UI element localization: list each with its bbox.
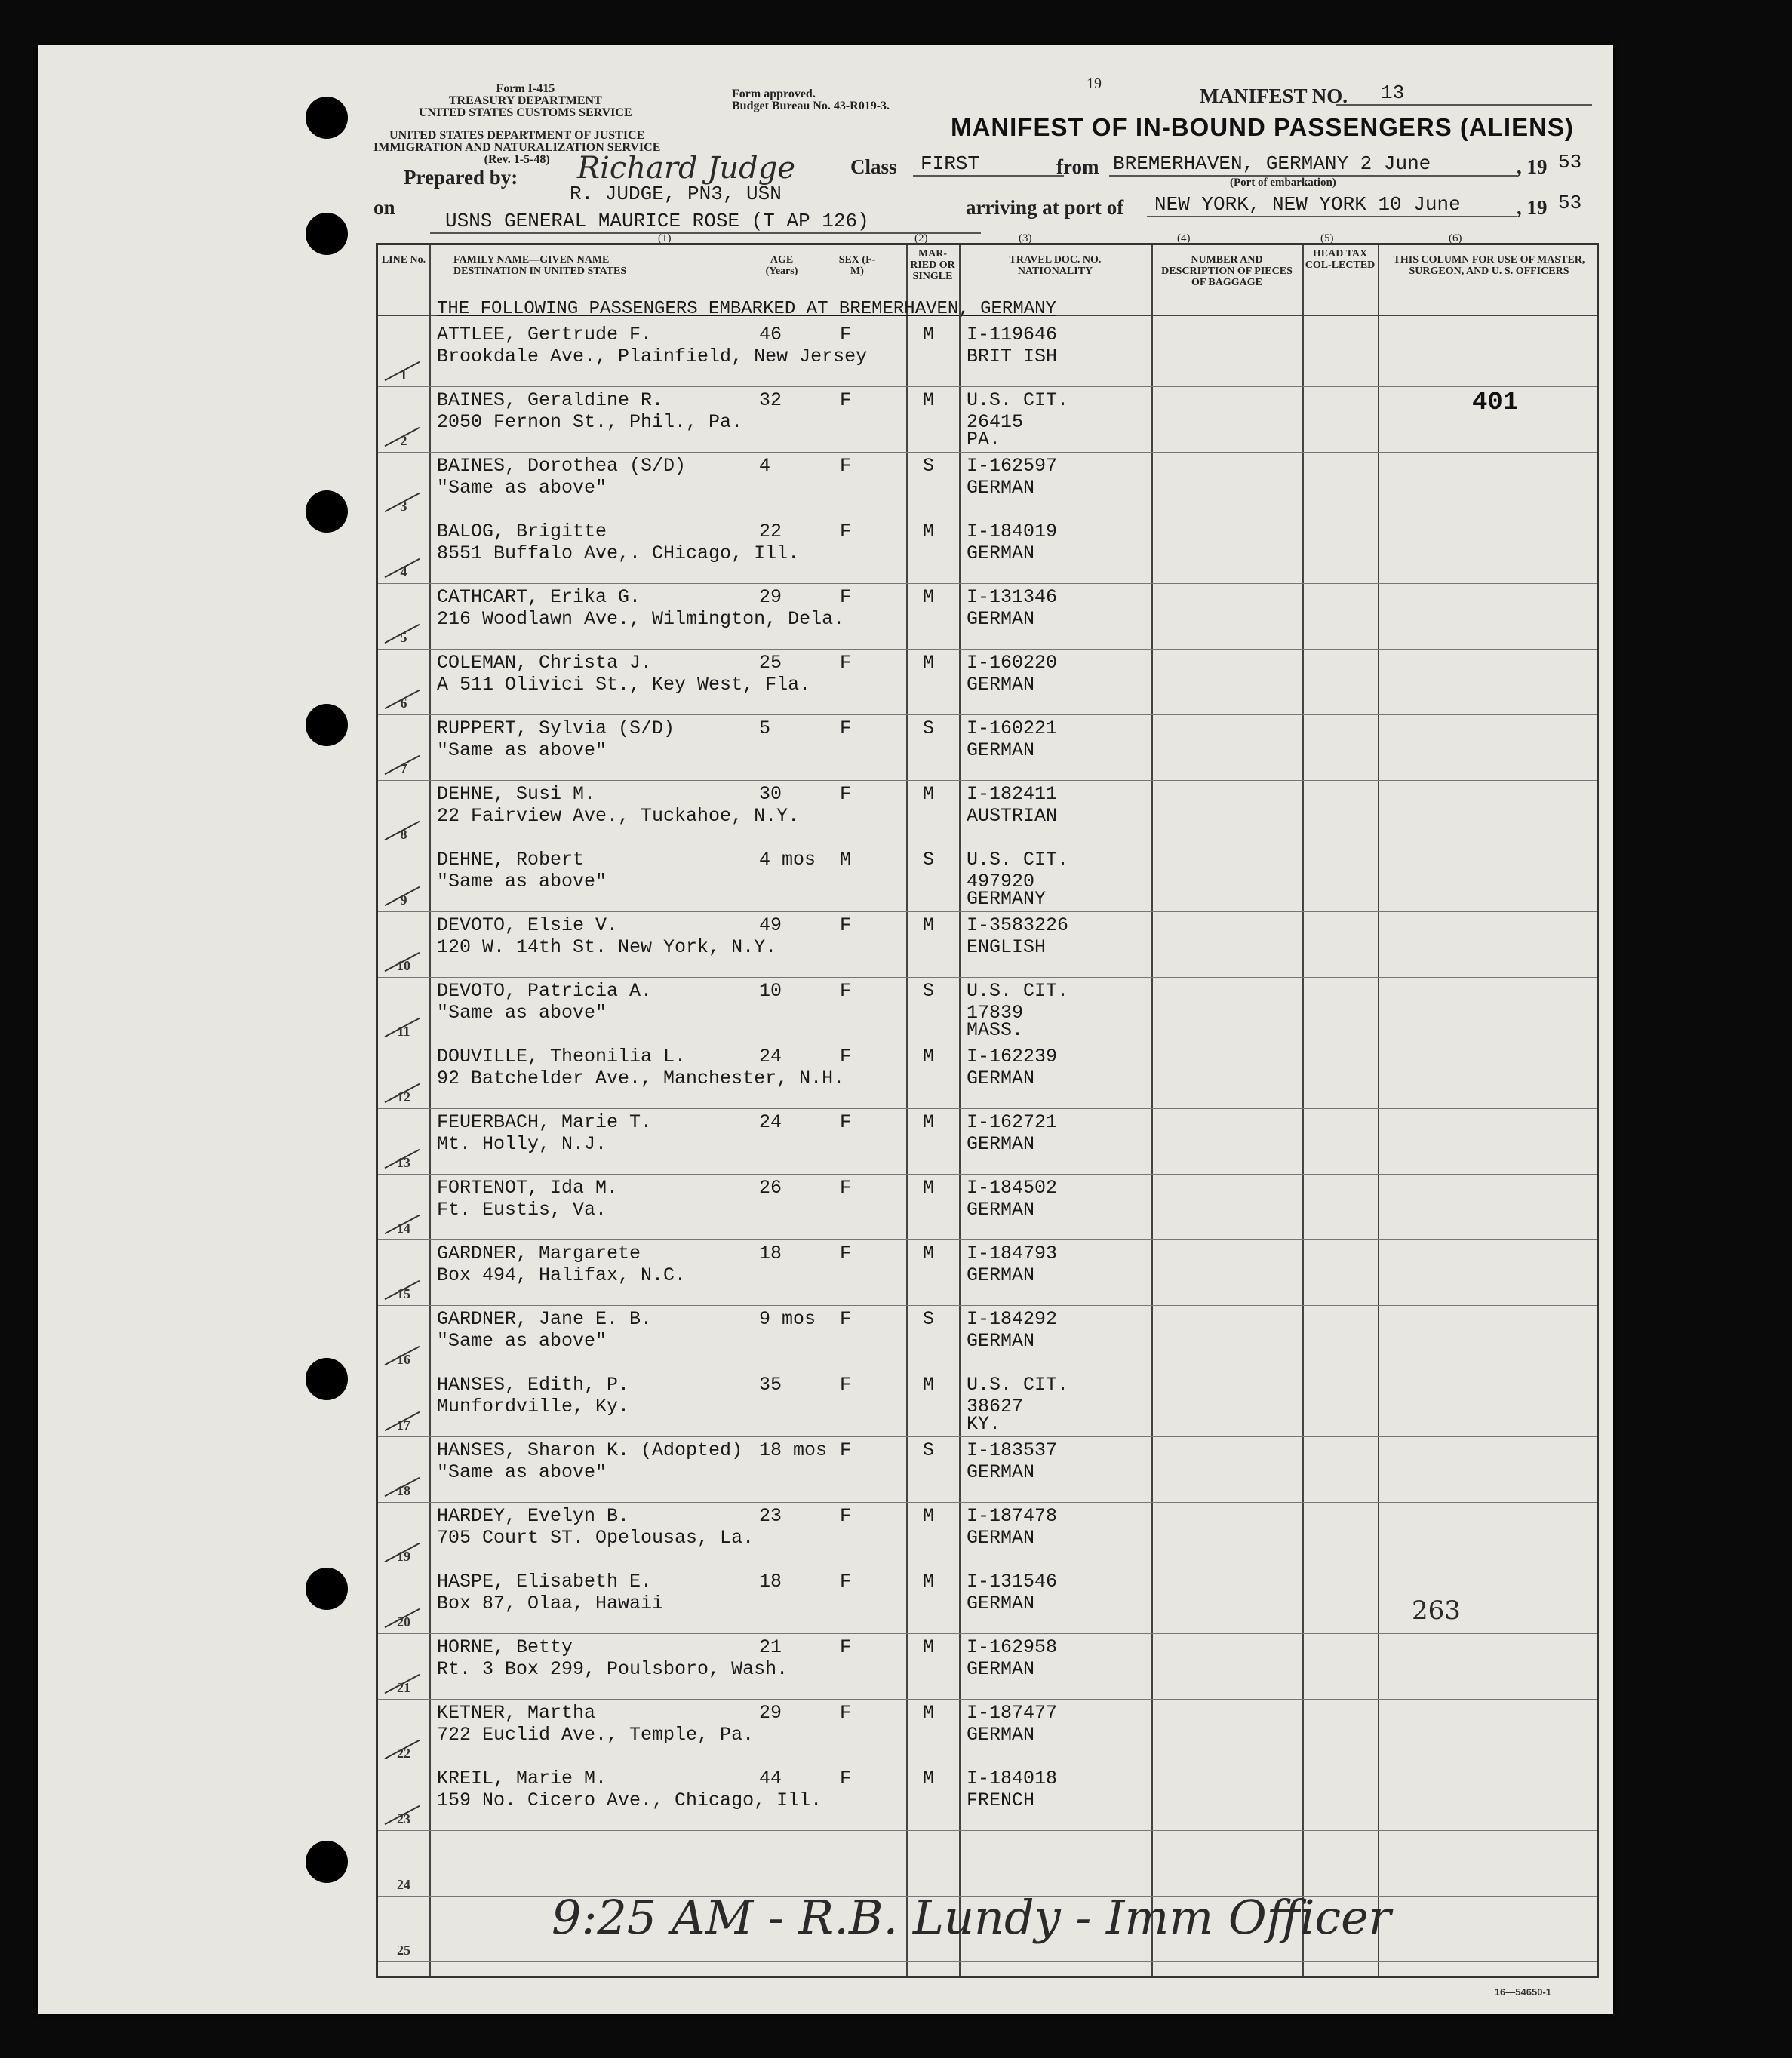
passenger-age: 18 mos	[759, 1439, 828, 1461]
marital-status: S	[923, 717, 935, 739]
passenger-name: GARDNER, Jane E. B.	[437, 1308, 653, 1330]
travel-doc-line: GERMAN	[967, 1067, 1035, 1089]
passenger-address: Rt. 3 Box 299, Poulsboro, Wash.	[437, 1658, 788, 1680]
travel-doc-line: GERMAN	[967, 1658, 1035, 1680]
line-number: 6	[400, 696, 407, 711]
manifest-page	[38, 45, 1613, 2014]
line-number: 22	[397, 1746, 410, 1761]
passenger-address: "Same as above"	[437, 739, 607, 761]
table-row	[378, 977, 1597, 1043]
passenger-name: DEVOTO, Patricia A.	[437, 980, 653, 1002]
table-row	[378, 1699, 1597, 1765]
passenger-address: 120 W. 14th St. New York, N.Y.	[437, 936, 777, 958]
passenger-name: COLEMAN, Christa J.	[437, 652, 653, 674]
passenger-name: HARDEY, Evelyn B.	[437, 1505, 630, 1527]
line-number: 9	[400, 892, 407, 908]
travel-doc-line: U.S. CIT.	[967, 849, 1069, 871]
table-row	[378, 1633, 1597, 1700]
year-2: 53	[1558, 192, 1582, 214]
travel-doc-line: I-162597	[967, 455, 1058, 477]
travel-doc-line: I-162958	[967, 1636, 1058, 1658]
marital-status: M	[923, 1177, 935, 1199]
travel-doc	[967, 849, 1068, 910]
passenger-name: GARDNER, Margarete	[437, 1242, 641, 1264]
doj-line: UNITED STATES DEPARTMENT OF JUSTICE	[389, 129, 645, 142]
marital-status: M	[923, 1242, 935, 1264]
passenger-address: 722 Euclid Ave., Temple, Pa.	[437, 1724, 755, 1746]
punch-hole	[306, 1568, 348, 1610]
prepared-by-label: Prepared by:	[404, 166, 518, 189]
passenger-sex: F	[840, 521, 852, 542]
passenger-address: Munfordville, Ky.	[437, 1396, 630, 1418]
passenger-name: HANSES, Edith, P.	[437, 1374, 630, 1396]
arriving-label: arriving at port of	[966, 196, 1124, 219]
passenger-age: 18	[759, 1571, 782, 1593]
punch-hole	[306, 1358, 348, 1400]
budget-bureau-line: Budget Bureau No. 43-R019-3.	[732, 100, 890, 112]
passenger-table	[376, 243, 1599, 1978]
travel-doc-line: I-162721	[967, 1111, 1058, 1133]
travel-doc-line: ENGLISH	[967, 936, 1047, 958]
travel-doc-line: I-119646	[967, 324, 1058, 346]
passenger-age: 29	[759, 586, 782, 608]
line-number: 14	[397, 1221, 410, 1236]
passenger-name: ATTLEE, Gertrude F.	[437, 324, 653, 346]
col-head-tax: HEAD TAX COL-LECTED	[1305, 248, 1376, 271]
vessel-name: USNS GENERAL MAURICE ROSE (T AP 126)	[445, 210, 869, 232]
passenger-address: Ft. Eustis, Va.	[437, 1199, 607, 1221]
table-row	[378, 780, 1597, 846]
table-row	[378, 1436, 1597, 1503]
passenger-address: "Same as above"	[437, 871, 607, 892]
travel-doc-line: GERMAN	[967, 542, 1035, 564]
travel-doc-line: GERMAN	[967, 1133, 1035, 1155]
line-number: 2	[400, 433, 407, 448]
travel-doc	[967, 1505, 1057, 1549]
marital-status: S	[923, 1308, 935, 1330]
travel-doc-line: I-182411	[967, 783, 1058, 805]
col-number: (4)	[1177, 232, 1191, 244]
passenger-name: FEUERBACH, Marie T.	[437, 1111, 653, 1133]
line-number: 3	[400, 499, 407, 514]
marital-status: M	[923, 1768, 935, 1789]
table-row	[378, 1239, 1597, 1306]
travel-doc-line: GERMAN	[967, 1461, 1035, 1483]
line-number: 11	[397, 1024, 410, 1039]
col-married: MAR-RIED OR SINGLE	[910, 248, 955, 282]
passenger-age: 49	[759, 914, 782, 936]
travel-doc-line: GERMAN	[967, 1527, 1035, 1549]
marital-status: M	[923, 389, 935, 411]
passenger-sex: F	[840, 980, 852, 1002]
travel-doc-line: I-187478	[967, 1505, 1058, 1527]
passenger-address: Box 87, Olaa, Hawaii	[437, 1593, 664, 1614]
ins-line: IMMIGRATION AND NATURALIZATION SERVICE	[373, 141, 661, 154]
travel-doc-line: I-3583226	[967, 914, 1069, 936]
col-travel-doc: TRAVEL DOC. NO. NATIONALITY	[1009, 254, 1102, 277]
travel-doc-line: GERMAN	[967, 608, 1035, 630]
table-row	[378, 1502, 1597, 1568]
travel-doc-line: BRIT ISH	[967, 346, 1058, 367]
arriving-value: NEW YORK, NEW YORK 10 June	[1154, 193, 1461, 216]
col-line-no: LINE No.	[381, 254, 426, 266]
table-row	[378, 1371, 1597, 1437]
travel-doc-line: GERMANY	[967, 888, 1047, 910]
marital-status: M	[923, 783, 935, 805]
officer-number: 401	[1472, 389, 1519, 417]
line-number: 13	[397, 1155, 410, 1170]
travel-doc	[967, 1308, 1057, 1352]
punch-hole	[306, 97, 348, 139]
table-row	[378, 452, 1597, 518]
passenger-age: 29	[759, 1702, 782, 1724]
marital-status: M	[923, 521, 935, 542]
marital-status: M	[923, 1046, 935, 1067]
travel-doc-line: GERMAN	[967, 739, 1035, 761]
travel-doc	[967, 717, 1057, 761]
travel-doc-line: GERMAN	[967, 1593, 1035, 1614]
passenger-address: "Same as above"	[437, 1461, 607, 1483]
passenger-sex: F	[840, 389, 852, 411]
travel-doc	[967, 652, 1057, 696]
passenger-name: DOUVILLE, Theonilia L.	[437, 1046, 687, 1067]
line-number: 4	[400, 564, 407, 579]
travel-doc-line: I-184292	[967, 1308, 1058, 1330]
prepared-signature: Richard Judge	[577, 151, 796, 186]
travel-doc-line: I-184793	[967, 1242, 1058, 1264]
passenger-age: 44	[759, 1768, 782, 1789]
marital-status: M	[923, 914, 935, 936]
passenger-age: 18	[759, 1242, 782, 1264]
passenger-sex: F	[840, 1636, 852, 1658]
passenger-age: 24	[759, 1111, 782, 1133]
manifest-underline	[1336, 104, 1592, 106]
travel-doc-line: GERMAN	[967, 1330, 1035, 1352]
table-row	[378, 518, 1597, 584]
travel-doc-line: MASS.	[967, 1019, 1024, 1041]
marital-status: M	[923, 1111, 935, 1133]
passenger-address: 92 Batchelder Ave., Manchester, N.H.	[437, 1067, 845, 1089]
passenger-sex: F	[840, 1374, 852, 1396]
marital-status: M	[923, 1571, 935, 1593]
travel-doc	[967, 1046, 1057, 1089]
travel-doc-line: I-183537	[967, 1439, 1058, 1461]
travel-doc	[967, 324, 1057, 367]
travel-doc	[967, 783, 1057, 827]
punch-hole	[306, 490, 348, 533]
travel-doc	[967, 389, 1068, 450]
travel-doc	[967, 1768, 1057, 1811]
marital-status: S	[923, 849, 935, 871]
passenger-address: Box 494, Halifax, N.C.	[437, 1264, 687, 1286]
travel-doc-line: U.S. CIT.	[967, 389, 1069, 411]
line-number: 24	[397, 1877, 410, 1892]
col-number: (6)	[1449, 232, 1462, 244]
line-number: 10	[397, 958, 410, 973]
passenger-age: 26	[759, 1177, 782, 1199]
passenger-sex: F	[840, 1571, 852, 1593]
arriving-underline	[1147, 216, 1517, 217]
travel-doc	[967, 1177, 1057, 1221]
table-row	[378, 911, 1597, 978]
passenger-sex: F	[840, 1177, 852, 1199]
col-age: AGE (Years)	[765, 254, 798, 277]
form-block	[419, 83, 632, 119]
line-number: 12	[397, 1089, 410, 1104]
class-underline	[913, 175, 1064, 177]
passenger-sex: F	[840, 914, 852, 936]
passenger-age: 4	[759, 455, 771, 477]
marital-status: S	[923, 455, 935, 477]
punch-hole	[306, 1841, 348, 1883]
marital-status: S	[923, 980, 935, 1002]
form-number: Form I-415	[496, 82, 555, 95]
table-row	[378, 846, 1597, 912]
passenger-name: DEVOTO, Elsie V.	[437, 914, 619, 936]
passenger-name: DEHNE, Susi M.	[437, 783, 596, 805]
passenger-address: 22 Fairview Ave., Tuckahoe, N.Y.	[437, 805, 800, 827]
passenger-sex: F	[840, 1046, 852, 1067]
marital-status: M	[923, 586, 935, 608]
travel-doc-line: U.S. CIT.	[967, 1374, 1069, 1396]
port-note: (Port of embarkation)	[1230, 177, 1336, 189]
travel-doc	[967, 521, 1057, 564]
marital-status: M	[923, 1505, 935, 1527]
passenger-sex: F	[840, 652, 852, 674]
passenger-age: 32	[759, 389, 782, 411]
line-number: 25	[397, 1943, 410, 1958]
passenger-sex: F	[840, 1308, 852, 1330]
passenger-sex: F	[840, 1702, 852, 1724]
passenger-address: "Same as above"	[437, 1330, 607, 1352]
line-number: 15	[397, 1286, 410, 1301]
table-row	[378, 1043, 1597, 1109]
form-code: 16—54650-1	[1494, 1986, 1551, 1998]
passenger-name: BAINES, Geraldine R.	[437, 389, 664, 411]
travel-doc-line: I-162239	[967, 1046, 1058, 1067]
marital-status: M	[923, 1636, 935, 1658]
passenger-address: 8551 Buffalo Ave,. CHicago, Ill.	[437, 542, 800, 564]
banner: THE FOLLOWING PASSENGERS EMBARKED AT BREMERHAVEN, GERMANY	[437, 299, 1056, 319]
line-number: 19	[397, 1549, 410, 1564]
passenger-name: BALOG, Brigitte	[437, 521, 607, 542]
travel-doc-line: GERMAN	[967, 1199, 1035, 1221]
side-number: 263	[1412, 1596, 1461, 1626]
passenger-name: KETNER, Martha	[437, 1702, 596, 1724]
table-row	[378, 1174, 1597, 1240]
table-row	[378, 321, 1597, 387]
travel-doc-line: KY.	[967, 1413, 1001, 1435]
customs-service: UNITED STATES CUSTOMS SERVICE	[419, 106, 632, 119]
table-row	[378, 714, 1597, 781]
passenger-sex: F	[840, 1111, 852, 1133]
passenger-sex: F	[840, 455, 852, 477]
col-sex: SEX (F-M)	[838, 254, 876, 277]
passenger-name: DEHNE, Robert	[437, 849, 585, 871]
travel-doc	[967, 455, 1057, 499]
travel-doc	[967, 1439, 1057, 1483]
passenger-sex: F	[840, 1439, 852, 1461]
travel-doc	[967, 1374, 1068, 1435]
passenger-name: FORTENOT, Ida M.	[437, 1177, 619, 1199]
table-row	[378, 1108, 1597, 1175]
table-row	[378, 649, 1597, 715]
line-number: 17	[397, 1418, 410, 1433]
travel-doc-line: FRENCH	[967, 1789, 1035, 1811]
approval-block	[732, 88, 890, 112]
passenger-address: "Same as above"	[437, 477, 607, 499]
manifest-label: MANIFEST NO.	[1200, 84, 1348, 107]
table-row	[378, 1765, 1597, 1831]
line-number: 21	[397, 1680, 410, 1695]
travel-doc-line: I-160220	[967, 652, 1058, 674]
col-family-name: FAMILY NAME—GIVEN NAME DESTINATION IN UNITED STATES	[453, 254, 627, 277]
marital-status: M	[923, 652, 935, 674]
passenger-sex: F	[840, 1505, 852, 1527]
treasury-dept: TREASURY DEPARTMENT	[448, 94, 602, 107]
travel-doc-line: 38627	[967, 1396, 1024, 1418]
passenger-name: KREIL, Marie M.	[437, 1768, 607, 1789]
passenger-sex: F	[840, 324, 852, 346]
travel-doc-line: GERMAN	[967, 477, 1035, 499]
year-prefix-1: , 19	[1517, 155, 1548, 178]
passenger-age: 21	[759, 1636, 782, 1658]
travel-doc-line: GERMAN	[967, 1724, 1035, 1746]
class-value: FIRST	[921, 152, 980, 175]
page-title: MANIFEST OF IN-BOUND PASSENGERS (ALIENS)	[951, 113, 1574, 141]
closing-note: 9:25 AM - R.B. Lundy - Imm Officer	[552, 1890, 1391, 1945]
passenger-age: 22	[759, 521, 782, 542]
travel-doc-line: GERMAN	[967, 674, 1035, 696]
col-baggage: NUMBER AND DESCRIPTION OF PIECES OF BAGGAGE	[1161, 254, 1293, 288]
on-label: on	[373, 196, 395, 219]
table-row	[378, 583, 1597, 650]
travel-doc-line: I-184502	[967, 1177, 1058, 1199]
passenger-address: Brookdale Ave., Plainfield, New Jersey	[437, 346, 868, 367]
passenger-name: CATHCART, Erika G.	[437, 586, 641, 608]
passenger-name: RUPPERT, Sylvia (S/D)	[437, 717, 675, 739]
marital-status: S	[923, 1439, 935, 1461]
passenger-age: 5	[759, 717, 771, 739]
top-mark: 19	[1087, 75, 1102, 92]
passenger-address: "Same as above"	[437, 1002, 607, 1024]
line-number: 18	[397, 1483, 410, 1498]
travel-doc-line: I-160221	[967, 717, 1058, 739]
from-label: from	[1056, 155, 1099, 178]
travel-doc-line: PA.	[967, 428, 1001, 450]
passenger-age: 46	[759, 324, 782, 346]
travel-doc	[967, 1111, 1057, 1155]
passenger-age: 24	[759, 1046, 782, 1067]
passenger-age: 30	[759, 783, 782, 805]
travel-doc-line: I-184018	[967, 1768, 1058, 1789]
travel-doc-line: 26415	[967, 411, 1024, 433]
passenger-age: 25	[759, 652, 782, 674]
passenger-address: 216 Woodlawn Ave., Wilmington, Dela.	[437, 608, 845, 630]
col-number: (5)	[1320, 232, 1334, 244]
passenger-sex: F	[840, 1242, 852, 1264]
year-1: 53	[1558, 151, 1582, 174]
passenger-sex: F	[840, 717, 852, 739]
passenger-age: 35	[759, 1374, 782, 1396]
travel-doc-line: U.S. CIT.	[967, 980, 1069, 1002]
punch-hole	[306, 213, 348, 255]
table-row	[378, 1305, 1597, 1371]
passenger-name: HANSES, Sharon K. (Adopted)	[437, 1439, 743, 1461]
passenger-age: 10	[759, 980, 782, 1002]
passenger-name: HORNE, Betty	[437, 1636, 573, 1658]
travel-doc	[967, 980, 1068, 1041]
col-number: (1)	[658, 232, 672, 244]
line-number: 20	[397, 1614, 410, 1630]
travel-doc-line: I-187477	[967, 1702, 1058, 1724]
marital-status: M	[923, 324, 935, 346]
year-prefix-2: , 19	[1517, 196, 1548, 219]
passenger-name: HASPE, Elisabeth E.	[437, 1571, 653, 1593]
passenger-address: 159 No. Cicero Ave., Chicago, Ill.	[437, 1789, 822, 1811]
revision-line: (Rev. 1-5-48)	[484, 153, 550, 166]
passenger-age: 23	[759, 1505, 782, 1527]
line-number: 1	[400, 367, 407, 382]
line-number: 8	[400, 827, 407, 842]
table-row	[378, 1830, 1597, 1897]
passenger-sex: M	[840, 849, 852, 871]
travel-doc-line: I-184019	[967, 521, 1058, 542]
travel-doc	[967, 586, 1057, 630]
prepared-name: R. JUDGE, PN3, USN	[570, 183, 782, 205]
travel-doc-line: 497920	[967, 871, 1035, 892]
travel-doc	[967, 1571, 1057, 1614]
travel-doc-line: AUSTRIAN	[967, 805, 1058, 827]
marital-status: M	[923, 1374, 935, 1396]
col-number: (3)	[1019, 232, 1032, 244]
line-number: 5	[400, 630, 407, 645]
line-number: 23	[397, 1811, 410, 1826]
travel-doc	[967, 914, 1068, 958]
travel-doc	[967, 1702, 1057, 1746]
marital-status: M	[923, 1702, 935, 1724]
passenger-address: A 511 Olivici St., Key West, Fla.	[437, 674, 811, 696]
col-number: (2)	[914, 232, 928, 244]
passenger-address: 705 Court ST. Opelousas, La.	[437, 1527, 755, 1549]
vessel-underline	[430, 232, 981, 234]
travel-doc-line: 17839	[967, 1002, 1024, 1024]
approval-line: Form approved.	[732, 88, 816, 100]
table-row	[378, 386, 1597, 453]
from-value: BREMERHAVEN, GERMANY 2 June	[1113, 152, 1431, 175]
travel-doc-line: I-131346	[967, 586, 1058, 608]
line-number: 16	[397, 1352, 410, 1367]
passenger-sex: F	[840, 1768, 852, 1789]
class-label: Class	[850, 155, 897, 178]
travel-doc	[967, 1636, 1057, 1680]
travel-doc-line: I-131546	[967, 1571, 1058, 1593]
punch-hole	[306, 704, 348, 746]
line-number: 7	[400, 761, 407, 776]
passenger-address: 2050 Fernon St., Phil., Pa.	[437, 411, 743, 433]
passenger-age: 9 mos	[759, 1308, 816, 1330]
passenger-address: Mt. Holly, N.J.	[437, 1133, 607, 1155]
passenger-sex: F	[840, 783, 852, 805]
passenger-name: BAINES, Dorothea (S/D)	[437, 455, 687, 477]
col-officers: THIS COLUMN FOR USE OF MASTER, SURGEON, AND U. S. OFFICERS	[1393, 254, 1585, 277]
manifest-number: 13	[1381, 81, 1405, 104]
travel-doc	[967, 1242, 1057, 1286]
travel-doc-line: GERMAN	[967, 1264, 1035, 1286]
passenger-sex: F	[840, 586, 852, 608]
passenger-age: 4 mos	[759, 849, 816, 871]
